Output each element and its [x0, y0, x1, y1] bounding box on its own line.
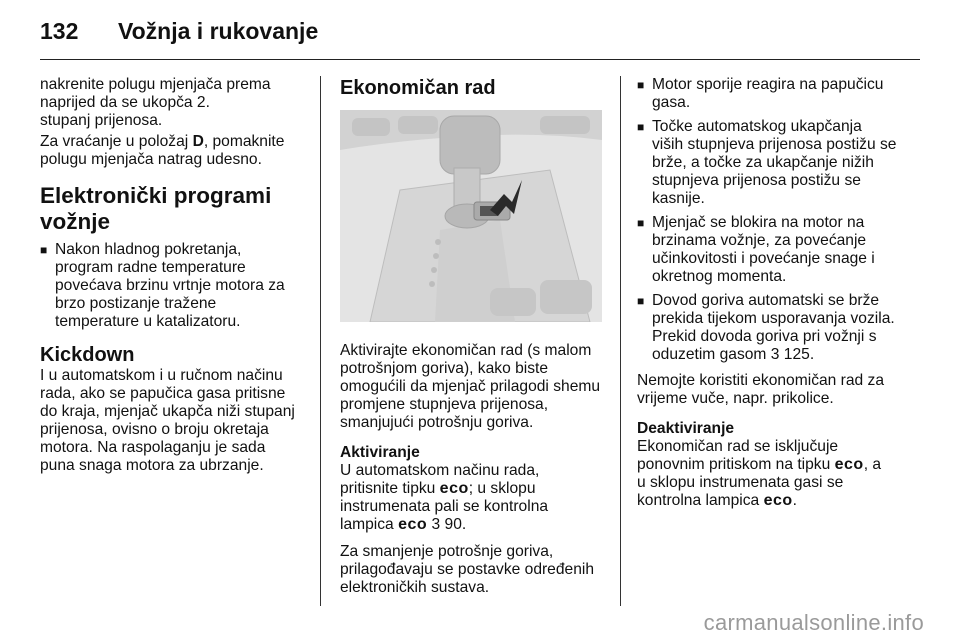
- electronic-programs-list: [40, 241, 312, 331]
- column-middle: [340, 76, 610, 606]
- heading-electronic-programs: Elektronički programi vožnje: [40, 183, 272, 234]
- bullet-icon: ■: [637, 78, 645, 92]
- eco-icon: eco: [439, 480, 469, 497]
- heading-kickdown: Kickdown: [40, 344, 135, 366]
- activation-paragraph: U automatskom načinu rada, pritisnite tipku eco; u sklopu instrumenata pali se kontrolna lampica eco 3 90.: [340, 462, 549, 533]
- list-item: ■ Točke automatskog ukapčanja viših stupnjeva prijenosa postižu se brže, a točke za ukapčanje nižih stupnjeva prijenosa postižu se kasnije.: [637, 118, 897, 207]
- bullet-icon: ■: [40, 243, 48, 257]
- page-header: [40, 18, 920, 54]
- bullet-icon: ■: [637, 216, 645, 230]
- header-divider: [40, 59, 920, 60]
- heading-economy-mode: Ekonomičan rad: [340, 77, 496, 99]
- heading-deactivation: Deaktiviranje: [637, 420, 735, 437]
- watermark: carmanualsonline.info: [703, 610, 924, 635]
- list-item: ■ Dovod goriva automatski se brže prekida tijekom usporavanja vozila. Prekid dovoda goriva pri vožnji s oduzetim gasom 3 125.: [637, 292, 895, 363]
- eco-icon: eco: [398, 516, 428, 533]
- bullet-icon: ■: [637, 294, 645, 308]
- continuation-paragraph: nakrenite polugu mjenjača prema naprijed da se ukopča 2. stupanj prijenosa.: [40, 76, 271, 129]
- fuel-reduction-paragraph: Za smanjenje potrošnje goriva, prilagođavaju se postavke određenih elektroničkih sustava.: [340, 543, 595, 596]
- gear-selector-illustration: [340, 110, 602, 322]
- column-divider-left: [320, 76, 321, 606]
- page-number: 132: [40, 18, 79, 44]
- heading-activation: Aktiviranje: [340, 444, 420, 461]
- column-right: [637, 76, 912, 519]
- list-item: ■ Mjenjač se blokira na motor na brzinama vožnje, za povećanje učinkovitosti i povećanje snage i okretnog momenta.: [637, 214, 875, 285]
- bullet-icon: ■: [637, 120, 645, 134]
- eco-icon: eco: [763, 492, 793, 509]
- page-reference-icon: 3: [770, 346, 780, 363]
- eco-icon: eco: [834, 456, 864, 473]
- towing-note-paragraph: Nemojte koristiti ekonomičan rad za vrijeme vuče, napr. prikolice.: [637, 372, 885, 407]
- list-item: ■ Motor sporije reagira na papučicu gasa.: [637, 76, 884, 111]
- list-item: ■ Nakon hladnog pokretanja, program radne temperature povećava brzinu vrtnje motora za brzo postizanje tražene temperature u katalizatoru.: [40, 241, 285, 330]
- economy-effects-list: [637, 76, 912, 364]
- deactivation-paragraph: Ekonomičan rad se isključuje ponovnim pritiskom na tipku eco, a u sklopu instrumenata gasi se kontrolna lampica eco.: [637, 438, 882, 509]
- page-reference-icon: 3: [431, 516, 441, 533]
- position-d-paragraph: Za vraćanje u položaj D, pomaknite polugu mjenjača natrag udesno.: [40, 133, 285, 168]
- column-divider-right: [620, 76, 621, 606]
- column-left: [40, 76, 312, 484]
- kickdown-paragraph: I u automatskom i u ručnom načinu rada, ako se papučica gasa pritisne do kraja, mjenjač ukapča niži stupanj prijenosa, ovisno o broju okretaja motora. Na raspolaganju je sada puna snaga motora za ubrzanje.: [40, 367, 295, 474]
- page-title: Vožnja i rukovanje: [118, 18, 319, 44]
- economy-intro-paragraph: Aktivirajte ekonomičan rad (s malom potrošnjom goriva), kako biste omogućili da mjenjač prilagodi shemu promjene stupnjeva prijenosa, smanjujući potrošnju goriva.: [340, 342, 601, 431]
